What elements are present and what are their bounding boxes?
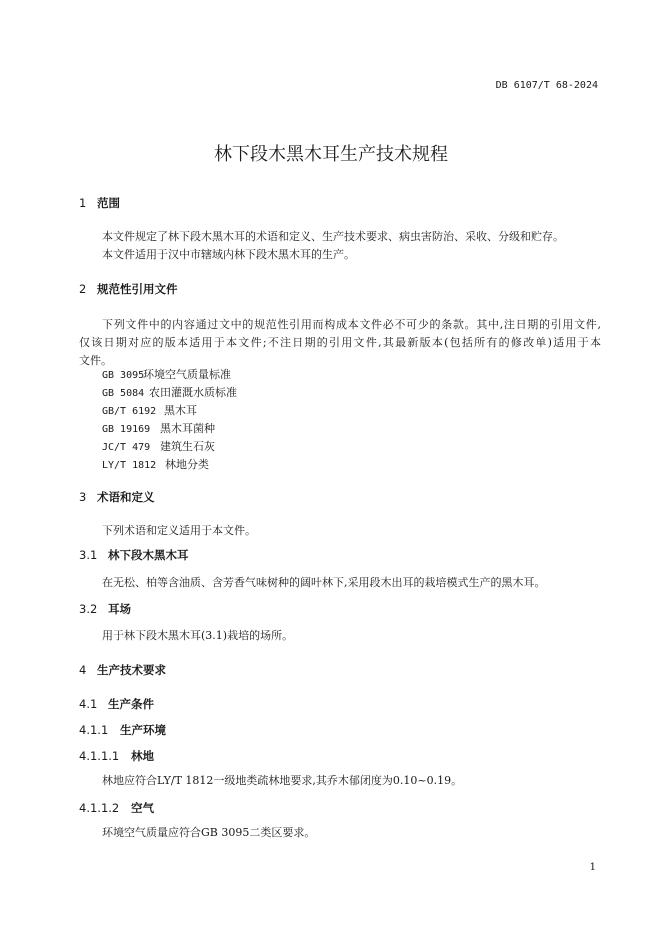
section-title: 生产技术要求 xyxy=(97,663,166,677)
section-1-body xyxy=(79,228,601,264)
reference-item xyxy=(102,384,237,400)
reference-name: 黑木耳菌种 xyxy=(160,422,215,435)
section-number: 2 xyxy=(79,282,87,296)
section-4-1-heading xyxy=(79,696,154,712)
section-4-1-1-1-heading xyxy=(79,748,154,764)
section-3-2-heading xyxy=(79,601,131,617)
section-2-body xyxy=(79,316,601,370)
section-3-2-body xyxy=(79,627,601,645)
paragraph-line: 文件。 xyxy=(79,354,112,367)
section-number: 3.2 xyxy=(79,602,98,616)
reference-name: 建筑生石灰 xyxy=(160,440,215,453)
section-number: 3 xyxy=(79,490,87,504)
section-3-1-body xyxy=(79,574,601,592)
section-number: 1 xyxy=(79,196,87,210)
document-title: 林下段木黑木耳生产技术规程 xyxy=(214,144,448,165)
reference-code: GB 3095 xyxy=(102,370,145,381)
paragraph: 林地应符合LY/T 1812一级地类疏林地要求,其乔木郁闭度为0.10~0.19。 xyxy=(102,774,463,787)
reference-code: JC/T 479 xyxy=(102,442,151,453)
reference-code: GB 19169 xyxy=(102,424,151,435)
section-number: 4 xyxy=(79,663,87,677)
section-4-1-1-2-heading xyxy=(79,800,154,816)
section-1-heading xyxy=(79,195,120,211)
section-4-heading xyxy=(79,662,166,678)
paragraph-line: 下列文件中的内容通过文中的规范性引用而构成本文件必不可少的条款。其中,注日期的引用文件, xyxy=(102,318,601,331)
section-number: 4.1.1.1 xyxy=(79,749,120,763)
section-title: 空气 xyxy=(131,801,154,815)
section-title: 林地 xyxy=(131,749,154,763)
reference-code: GB 5084 xyxy=(102,388,145,399)
reference-name: 环境空气质量标准 xyxy=(143,368,231,381)
section-number: 3.1 xyxy=(79,548,98,562)
reference-name: 林地分类 xyxy=(165,458,209,471)
paragraph: 用于林下段木黑木耳(3.1)栽培的场所。 xyxy=(102,629,294,642)
page-number: 1 xyxy=(589,862,596,873)
paragraph: 下列术语和定义适用于本文件。 xyxy=(102,524,256,537)
section-3-heading xyxy=(79,489,155,505)
section-number: 4.1 xyxy=(79,697,98,711)
paragraph: 本文件规定了林下段木黑木耳的术语和定义、生产技术要求、病虫害防治、采收、分级和贮存。 xyxy=(102,230,564,243)
section-4-1-1-2-body xyxy=(79,824,601,842)
section-3-body xyxy=(79,522,601,540)
reference-item xyxy=(102,366,231,382)
section-title: 耳场 xyxy=(108,602,131,616)
reference-item xyxy=(102,420,215,436)
section-4-1-1-heading xyxy=(79,722,166,738)
paragraph-line: 仅该日期对应的版本适用于本文件;不注日期的引用文件,其最新版本(包括所有的修改单)适用于本 xyxy=(79,336,601,349)
document-code: DB 6107/T 68-2024 xyxy=(495,80,598,91)
reference-item xyxy=(102,456,209,472)
section-title: 术语和定义 xyxy=(97,490,155,504)
paragraph: 在无松、柏等含油质、含芳香气味树种的阔叶林下,采用段木出耳的栽培模式生产的黑木耳。 xyxy=(102,576,546,589)
reference-item xyxy=(102,438,215,454)
section-number: 4.1.1.2 xyxy=(79,801,120,815)
reference-name: 黑木耳 xyxy=(164,404,197,417)
paragraph: 环境空气质量应符合GB 3095二类区要求。 xyxy=(102,826,316,839)
section-title: 规范性引用文件 xyxy=(97,282,178,296)
reference-code: LY/T 1812 xyxy=(102,460,157,471)
reference-item xyxy=(102,402,197,418)
reference-name: 农田灌溉水质标准 xyxy=(149,386,237,399)
section-2-heading xyxy=(79,281,178,297)
reference-code: GB/T 6192 xyxy=(102,406,157,417)
section-title: 生产环境 xyxy=(120,723,166,737)
section-title: 范围 xyxy=(97,196,120,210)
section-title: 生产条件 xyxy=(108,697,154,711)
section-number: 4.1.1 xyxy=(79,723,109,737)
section-title: 林下段木黑木耳 xyxy=(108,548,189,562)
section-4-1-1-1-body xyxy=(79,772,601,790)
section-3-1-heading xyxy=(79,547,189,563)
paragraph: 本文件适用于汉中市辖域内林下段木黑木耳的生产。 xyxy=(102,248,355,261)
